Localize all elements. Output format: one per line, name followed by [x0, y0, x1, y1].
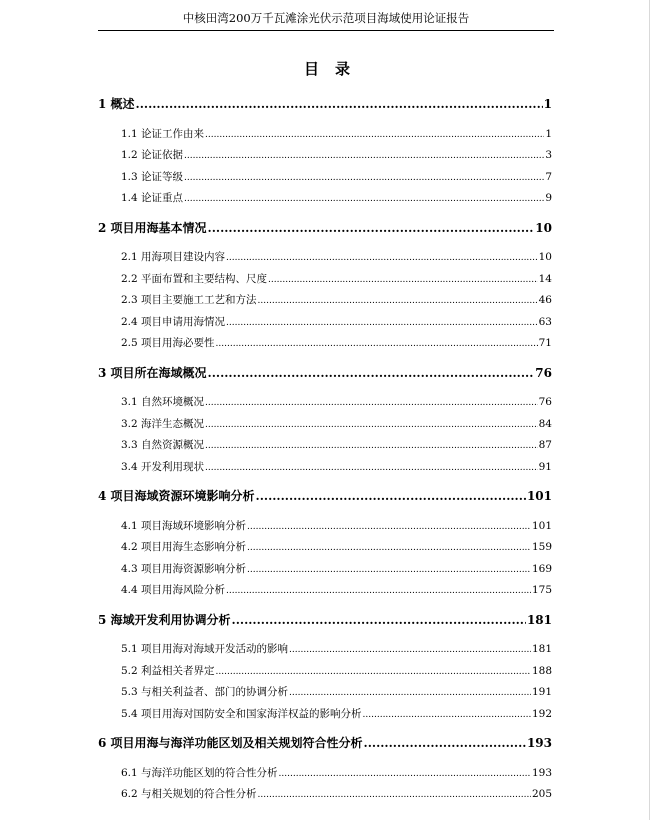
toc-dot-leader: [363, 706, 531, 723]
toc-dot-leader: [216, 335, 538, 352]
toc-entry-label: 2.1 用海项目建设内容: [121, 251, 226, 263]
toc-page-number: 181: [526, 612, 552, 627]
toc-page-number: 193: [526, 736, 552, 750]
toc-entry-label: 5.4 项目用海对国防安全和国家海洋权益的影响分析: [121, 707, 362, 720]
toc-chapter-entry[interactable]: [98, 488, 552, 504]
toc-entry-label: 1 概述: [98, 97, 135, 111]
toc-entry-label: 2.4 项目申请用海情况: [121, 315, 226, 328]
toc-page-number: 181: [531, 643, 552, 655]
toc-section-entry[interactable]: [121, 394, 552, 410]
toc-dot-leader: [184, 147, 544, 164]
toc-dot-leader: [247, 561, 531, 578]
toc-entry-label: 5.2 利益相关者界定: [121, 664, 215, 677]
toc-section-entry[interactable]: [121, 126, 552, 142]
toc-dot-leader: [208, 365, 535, 381]
toc-page-number: 188: [531, 664, 552, 677]
toc-page-number: 87: [538, 439, 552, 451]
toc-dot-leader: [205, 126, 544, 143]
toc-dot-leader: [226, 582, 531, 599]
toc-entry-label: 5.1 项目用海对海域开发活动的影响: [121, 643, 289, 655]
toc-section-entry[interactable]: [121, 706, 552, 722]
toc-dot-leader: [184, 190, 544, 207]
toc-entry-label: 3.4 开发利用现状: [121, 460, 205, 473]
toc-entry-label: 3 项目所在海域概况: [98, 365, 207, 380]
toc-entry-label: 6.1 与海洋功能区划的符合性分析: [121, 766, 278, 779]
toc-page-number: 192: [531, 707, 552, 720]
toc-page-number: 101: [531, 519, 552, 532]
toc-dot-leader: [258, 292, 538, 309]
toc-section-entry[interactable]: [121, 437, 552, 453]
toc-section-entry[interactable]: [121, 147, 552, 163]
toc-entry-label: 2.5 项目用海必要性: [121, 337, 215, 349]
toc-dot-leader: [247, 539, 531, 556]
toc-entry-label: 6 项目用海与海洋功能区划及相关规划符合性分析: [98, 736, 363, 750]
toc-dot-leader: [226, 249, 538, 266]
toc-section-entry[interactable]: [121, 292, 552, 308]
toc-entry-label: 4 项目海域资源环境影响分析: [98, 489, 255, 503]
toc-section-entry[interactable]: [121, 539, 552, 555]
toc-page-number: 169: [531, 562, 552, 575]
toc-entry-label: 1.3 论证等级: [121, 170, 184, 183]
toc-entry-label: 4.3 项目用海资源影响分析: [121, 562, 247, 575]
toc-entry-label: 5 海域开发利用协调分析: [98, 612, 231, 627]
toc-entry-label: 3.1 自然环境概况: [121, 396, 205, 408]
toc-section-entry[interactable]: [121, 786, 552, 802]
toc-section-entry[interactable]: [121, 271, 552, 287]
toc-page-number: 7: [545, 170, 552, 183]
toc-section-entry[interactable]: [121, 190, 552, 206]
toc-dot-leader: [258, 786, 531, 803]
toc-section-entry[interactable]: [121, 416, 552, 432]
toc-page-number: 46: [538, 294, 552, 306]
toc-section-entry[interactable]: [121, 335, 552, 351]
toc-section-entry[interactable]: [121, 765, 552, 781]
toc-page-number: 71: [538, 337, 552, 349]
toc-entry-label: 3.2 海洋生态概况: [121, 417, 205, 430]
toc-section-entry[interactable]: [121, 249, 552, 265]
toc-entry-label: 1.4 论证重点: [121, 192, 184, 204]
toc-page-number: 101: [526, 489, 552, 503]
toc-page-number: 1: [545, 127, 552, 140]
toc-section-entry[interactable]: [121, 582, 552, 598]
toc-entry-label: 3.3 自然资源概况: [121, 439, 205, 451]
toc-entry-label: 5.3 与相关利益者、部门的协调分析: [121, 686, 289, 698]
toc-page-number: 3: [545, 149, 552, 161]
toc-dot-leader: [208, 220, 535, 236]
toc-page-number: 10: [538, 251, 552, 263]
toc-page-number: 63: [538, 315, 552, 328]
toc-entry-label: 4.4 项目用海风险分析: [121, 584, 226, 596]
toc-dot-leader: [216, 663, 531, 680]
toc-entry-label: 4.2 项目用海生态影响分析: [121, 541, 247, 553]
toc-dot-leader: [226, 314, 538, 331]
toc-dot-leader: [205, 394, 538, 411]
toc-title: 目录: [303, 60, 366, 78]
toc-section-entry[interactable]: [121, 169, 552, 185]
toc-section-entry[interactable]: [121, 459, 552, 475]
toc-chapter-entry[interactable]: [98, 220, 552, 236]
toc-page-number: 9: [545, 192, 552, 204]
toc-entry-label: 1.1 论证工作由来: [121, 127, 205, 140]
toc-dot-leader: [247, 518, 531, 535]
toc-dot-leader: [205, 459, 538, 476]
toc-page-number: 91: [538, 460, 552, 473]
toc-dot-leader: [136, 96, 543, 112]
toc-dot-leader: [256, 488, 526, 504]
toc-section-entry[interactable]: [121, 684, 552, 700]
toc-page-number: 76: [535, 365, 552, 380]
toc-entry-label: 4.1 项目海域环境影响分析: [121, 519, 247, 532]
toc-dot-leader: [268, 271, 538, 288]
toc-chapter-entry[interactable]: [98, 612, 552, 628]
toc-dot-leader: [205, 437, 538, 454]
toc-chapter-entry[interactable]: [98, 365, 552, 381]
toc-dot-leader: [232, 612, 526, 628]
toc-page-number: 76: [538, 396, 552, 408]
toc-page-number: 84: [538, 417, 552, 430]
toc-page-number: 14: [538, 272, 552, 285]
toc-page-number: 193: [531, 766, 552, 779]
toc-dot-leader: [364, 735, 526, 751]
toc-page-number: 1: [543, 97, 552, 111]
toc-dot-leader: [184, 169, 544, 186]
toc-page-number: 10: [535, 220, 552, 235]
toc-section-entry[interactable]: [121, 641, 552, 657]
toc-page-number: 175: [531, 584, 552, 596]
toc-dot-leader: [205, 416, 538, 433]
toc-chapter-entry[interactable]: [98, 735, 552, 751]
toc-entry-label: 2.3 项目主要施工工艺和方法: [121, 294, 257, 306]
toc-section-entry[interactable]: [121, 663, 552, 679]
toc-section-entry[interactable]: [121, 518, 552, 534]
toc-dot-leader: [289, 641, 531, 658]
toc-entry-label: 2 项目用海基本情况: [98, 220, 207, 235]
toc-entry-label: 1.2 论证依据: [121, 149, 184, 161]
toc-dot-leader: [279, 765, 531, 782]
toc-entry-label: 6.2 与相关规划的符合性分析: [121, 788, 257, 800]
toc-page-number: 205: [531, 788, 552, 800]
toc-section-entry[interactable]: [121, 314, 552, 330]
toc-dot-leader: [289, 684, 531, 701]
toc-chapter-entry[interactable]: [98, 96, 552, 112]
toc-entry-label: 2.2 平面布置和主要结构、尺度: [121, 272, 268, 285]
toc-section-entry[interactable]: [121, 561, 552, 577]
toc-page-number: 191: [531, 686, 552, 698]
running-header: 中核田湾200万千瓦滩涂光伏示范项目海域使用论证报告: [182, 11, 470, 25]
toc-page-number: 159: [531, 541, 552, 553]
